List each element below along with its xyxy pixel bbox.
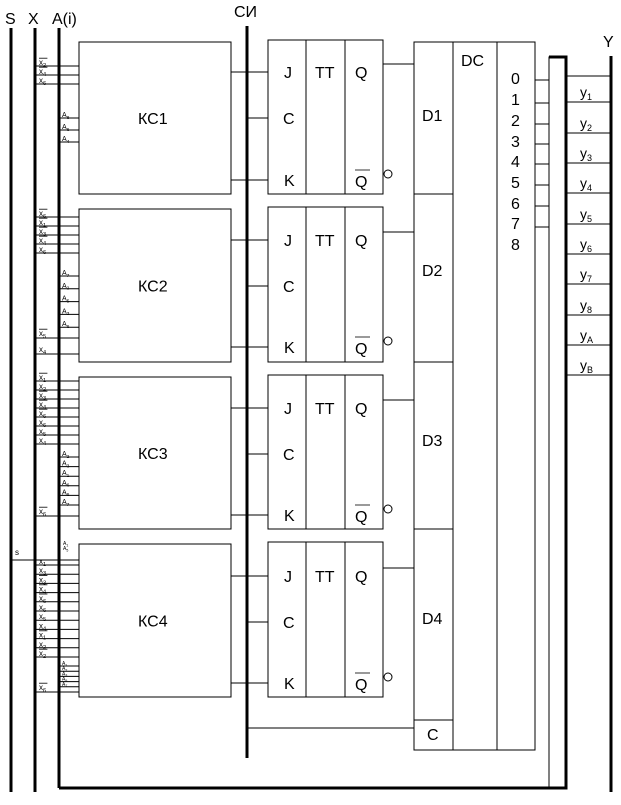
jk-trigger-4 (268, 542, 392, 697)
svg-text:x1: $x_1$ (39, 630, 47, 642)
trigger-qbar-label: Q (355, 174, 368, 191)
svg-text:x6: $x_6$ (39, 507, 47, 518)
svg-text:A1: $A_1$ (62, 661, 68, 668)
trigger-tt-label: TT (315, 401, 335, 418)
decoder-output-6: 6 (511, 196, 520, 213)
ks-label-2: КС2 (138, 278, 168, 296)
trigger-qbar-label: Q (355, 341, 368, 358)
trigger-tt-label: TT (315, 569, 335, 586)
a-input-label (62, 451, 70, 460)
svg-text:x1: $x_1$ (39, 557, 47, 568)
svg-text:x4: $x_4$ (39, 67, 47, 78)
y-output-label: $y_3$ (580, 145, 593, 163)
svg-text:x6: $x_6$ (39, 418, 47, 429)
decoder-output-3: 3 (511, 134, 520, 151)
y-output-label: $y_1$ (580, 84, 593, 102)
svg-text:A2: $A_2$ (62, 451, 70, 460)
decoder-output-5: 5 (511, 175, 520, 192)
trigger-q-label: Q (355, 401, 368, 418)
qbar-inversion-circle (384, 505, 392, 513)
svg-text:x4: $x_4$ (39, 584, 47, 596)
a-input-label (62, 489, 70, 498)
a-input-label (62, 461, 70, 470)
svg-text:A5: $A_5$ (62, 676, 68, 683)
y-output-label: $y_4$ (580, 175, 593, 193)
trigger-j-label: J (284, 569, 292, 586)
trigger-q-label: Q (355, 233, 368, 250)
svg-text:A1: $A_1$ (63, 541, 69, 548)
svg-text:x2: $x_2$ (39, 639, 47, 651)
trigger-k-label: K (284, 340, 295, 357)
jk-trigger-3 (268, 375, 392, 529)
svg-text:x6: $x_6$ (39, 409, 47, 420)
bus-label-a: A(i) (52, 11, 77, 28)
trigger-tt-label: TT (315, 65, 335, 82)
y-output-label: $y_B$ (580, 357, 594, 375)
decoder-output-bus (549, 57, 566, 788)
svg-text:x4: $x_4$ (39, 621, 47, 633)
svg-text:x5: $x_5$ (39, 329, 47, 340)
a-input-label (62, 124, 70, 133)
svg-text:A3: $A_3$ (62, 460, 70, 470)
trigger-k-label: K (284, 173, 295, 190)
svg-text:A6: $A_6$ (62, 124, 70, 133)
bus-label-y: Y (603, 34, 614, 51)
a-input-label (62, 296, 70, 305)
bus-label-si: СИ (234, 4, 258, 21)
a-input-label (62, 270, 70, 279)
decoder-output-8: 8 (511, 237, 520, 254)
svg-text:x4: $x_4$ (39, 436, 47, 447)
qbar-inversion-circle (384, 170, 392, 178)
ks-label-3: КС3 (138, 446, 168, 463)
y-output-label: $y_A$ (580, 327, 594, 345)
ks-label-1: КС1 (138, 111, 168, 128)
decoder-output-2: 2 (511, 113, 520, 130)
svg-text:x3: $x_3$ (39, 391, 47, 402)
svg-text:x2: $x_2$ (39, 382, 47, 393)
a-input-label (62, 308, 70, 317)
bus-label-x: X (28, 11, 39, 28)
decoder-input-d3: D3 (422, 433, 443, 450)
qbar-inversion-circle (384, 337, 392, 345)
svg-text:x6: $x_6$ (39, 603, 47, 614)
decoder-dc-label: DC (461, 53, 485, 70)
a-input-label (62, 283, 70, 292)
svg-text:A7: $A_7$ (62, 270, 70, 279)
svg-text:A4: $A_4$ (62, 136, 70, 145)
svg-text:A2: $A_2$ (62, 666, 68, 673)
svg-text:x6: $x_6$ (39, 683, 47, 694)
decoder-output-1: 1 (511, 92, 520, 109)
trigger-j-label: J (284, 401, 292, 418)
decoder-output-0: 0 (511, 71, 520, 88)
jk-trigger-2 (268, 207, 392, 362)
svg-text:x1: $x_1$ (39, 218, 47, 229)
svg-text:x2: $x_2$ (39, 649, 47, 660)
qbar-inversion-circle (384, 673, 392, 681)
y-output-label: $y_2$ (580, 115, 593, 133)
a-input-label (62, 470, 70, 479)
trigger-c-label: C (283, 279, 295, 296)
svg-text:x3: $x_3$ (39, 227, 47, 238)
trigger-q-label: Q (355, 569, 368, 586)
trigger-tt-label: TT (315, 233, 335, 250)
decoder-output-7: 7 (511, 216, 520, 233)
svg-text:x6: $x_6$ (39, 209, 47, 220)
decoder-clock-c: C (427, 727, 439, 744)
y-output-label: $y_6$ (580, 236, 593, 254)
trigger-k-label: K (284, 508, 295, 525)
y-output-label: $y_7$ (580, 266, 593, 284)
svg-text:x3: $x_3$ (39, 566, 47, 578)
svg-text:A7: $A_7$ (62, 499, 70, 508)
svg-text:A1: $A_1$ (62, 470, 70, 479)
svg-text:x4: $x_4$ (39, 345, 47, 356)
svg-text:A6: $A_6$ (62, 321, 70, 330)
trigger-j-label: J (284, 65, 292, 82)
svg-text:x5: $x_5$ (39, 427, 47, 438)
svg-text:x1: $x_1$ (39, 373, 47, 384)
jk-trigger-1 (268, 40, 392, 194)
svg-text:x6: $x_6$ (39, 593, 47, 605)
s-input-label: s (15, 548, 19, 557)
trigger-c-label: C (283, 615, 295, 632)
svg-text:x6: $x_6$ (39, 245, 47, 256)
a-input-label (62, 499, 70, 508)
svg-text:x6: $x_6$ (39, 76, 47, 87)
a-input-label (62, 136, 70, 145)
svg-text:A8: $A_8$ (62, 112, 70, 121)
svg-text:x4: $x_4$ (39, 400, 47, 411)
svg-text:x2: $x_2$ (39, 58, 47, 69)
trigger-qbar-label: Q (355, 509, 368, 526)
svg-text:A7: $A_7$ (62, 681, 68, 689)
svg-text:x3: $x_3$ (39, 575, 47, 587)
decoder-output-4: 4 (511, 154, 520, 171)
a-input-label (62, 321, 70, 330)
trigger-c-label: C (283, 111, 295, 128)
trigger-qbar-label: Q (355, 677, 368, 694)
trigger-k-label: K (284, 676, 295, 693)
svg-text:A6: $A_6$ (62, 479, 70, 489)
svg-text:x4: $x_4$ (39, 236, 47, 247)
ks-label-4: КС4 (138, 613, 168, 631)
a-input-label (62, 112, 70, 121)
svg-text:A5: $A_5$ (63, 546, 69, 553)
decoder-input-d4: D4 (422, 611, 443, 628)
decoder-input-d1: D1 (422, 108, 443, 125)
svg-text:A3: $A_3$ (62, 671, 68, 678)
svg-text:A6: $A_6$ (62, 489, 70, 499)
svg-text:A5: $A_5$ (62, 295, 70, 305)
svg-text:x5: $x_5$ (39, 612, 47, 624)
decoder-input-d2: D2 (422, 263, 443, 280)
bus-label-s: S (5, 11, 16, 28)
trigger-q-label: Q (355, 65, 368, 82)
svg-text:A3: $A_3$ (62, 308, 70, 318)
a-input-label (62, 480, 70, 489)
svg-text:A2: $A_2$ (62, 282, 70, 292)
trigger-j-label: J (284, 233, 292, 250)
y-output-label: $y_8$ (580, 297, 593, 315)
trigger-c-label: C (283, 447, 295, 464)
y-output-label: $y_5$ (580, 206, 593, 224)
